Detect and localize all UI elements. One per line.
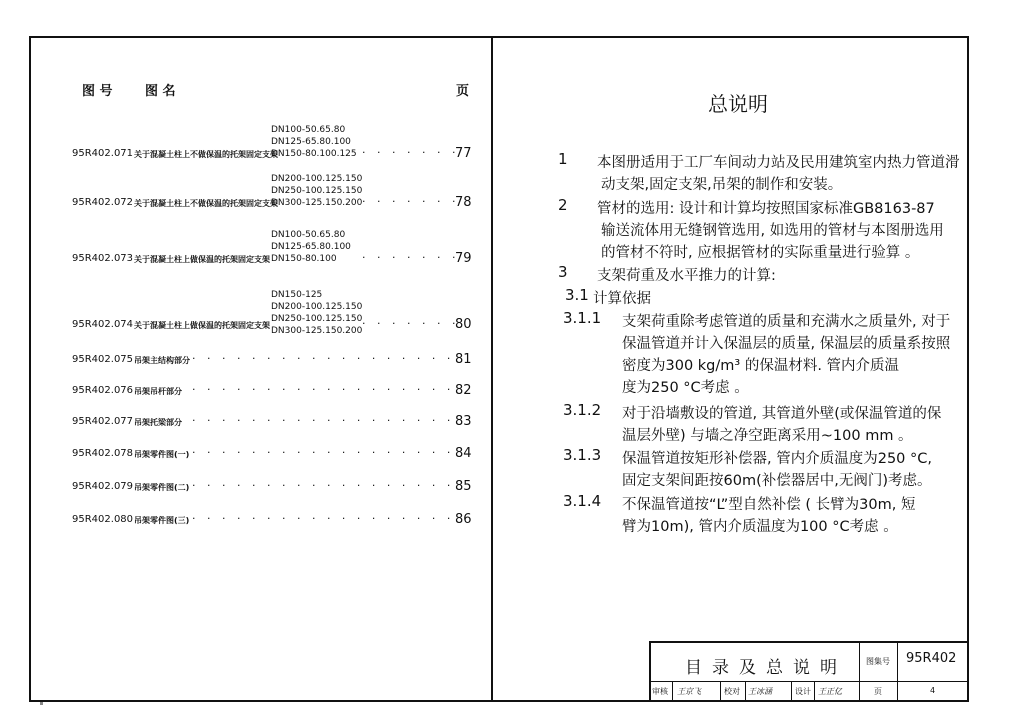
note-number: 1 bbox=[558, 150, 568, 168]
note-number: 3.1.2 bbox=[563, 401, 602, 419]
leader-dots: · · · · · · · bbox=[362, 317, 460, 330]
drawing-spec: DN125-65.80.100 bbox=[271, 242, 351, 252]
tb-row-line bbox=[649, 681, 969, 682]
page-ref: 80 bbox=[455, 317, 472, 332]
drawing-spec: DN150-80.100.125 bbox=[271, 149, 357, 159]
page-ref: 78 bbox=[455, 195, 472, 210]
title-block-title: 目录及总说明 bbox=[685, 658, 847, 678]
note-line: 支架荷重及水平推力的计算: bbox=[597, 268, 776, 284]
page-ref: 84 bbox=[455, 446, 472, 461]
leader-dots: · · · · · · · · · · · · · · · · · · bbox=[192, 512, 455, 525]
note-line: 固定支架间距按60m(补偿器居中,无阀门)考虑。 bbox=[622, 473, 932, 489]
review-signature: 王京飞 bbox=[677, 687, 701, 696]
note-number: 3 bbox=[558, 263, 568, 281]
leader-dots: · · · · · · · · · · · · · · · · · · bbox=[192, 352, 455, 365]
drawing-name: 吊架零件图(一) bbox=[134, 450, 190, 459]
review-label: 审核 bbox=[652, 687, 668, 696]
note-number: 3.1 bbox=[565, 286, 589, 304]
note-line: 臂为10m), 管内介质温度为100 °C考虑 。 bbox=[622, 519, 898, 535]
drawing-spec: DN150-80.100 bbox=[271, 254, 337, 264]
drawing-name: 吊架托梁部分 bbox=[134, 418, 182, 427]
note-line: 温层外壁) 与墙之净空距离采用~100 mm 。 bbox=[622, 428, 913, 444]
drawing-spec: DN300-125.150.200 bbox=[271, 198, 363, 208]
page-ref: 82 bbox=[455, 383, 472, 398]
leader-dots: · · · · · · · · · · · · · · · · · · bbox=[192, 383, 455, 396]
page-ref: 77 bbox=[455, 146, 472, 161]
check-label: 校对 bbox=[724, 687, 740, 696]
drawing-code: 95R402.078 bbox=[72, 448, 134, 459]
tb-col-line bbox=[859, 641, 860, 702]
page-label: 页 bbox=[874, 687, 882, 696]
header-title: 图 名 bbox=[145, 84, 176, 99]
sheet-divider bbox=[491, 36, 493, 702]
tb-cell-line bbox=[814, 682, 815, 702]
page-ref: 83 bbox=[455, 414, 472, 429]
notes-title: 总说明 bbox=[708, 92, 768, 116]
leader-dots: · · · · · · · bbox=[362, 146, 460, 159]
note-number: 2 bbox=[558, 196, 568, 214]
drawing-name: 关于混凝土柱上做保温的托架固定支架 bbox=[134, 255, 270, 264]
note-line: 密度为300 kg/m³ 的保温材料. 管内介质温 bbox=[622, 358, 900, 374]
page-ref: 86 bbox=[455, 512, 472, 527]
note-line: 输送流体用无缝钢管选用, 如选用的管材与本图册选用 bbox=[601, 223, 944, 239]
note-line: 计算依据 bbox=[593, 291, 651, 307]
drawing-code: 95R402.080 bbox=[72, 514, 134, 525]
note-line: 度为250 °C考虑 。 bbox=[622, 380, 749, 396]
design-signature: 王正亿 bbox=[818, 687, 842, 696]
tb-cell-line bbox=[720, 682, 721, 702]
tb-col-line-2 bbox=[897, 641, 898, 702]
drawing-spec: DN125-65.80.100 bbox=[271, 137, 351, 147]
drawing-spec: DN100-50.65.80 bbox=[271, 230, 346, 240]
page-ref: 85 bbox=[455, 479, 472, 494]
design-label: 设计 bbox=[795, 687, 811, 696]
note-line: 不保温管道按“L”型自然补偿 ( 长臂为30m, 短 bbox=[622, 497, 916, 513]
drawing-spec: DN150-125 bbox=[271, 290, 323, 300]
leader-dots: · · · · · · · · · · · · · · · · · · bbox=[192, 446, 455, 459]
note-number: 3.1.4 bbox=[563, 492, 602, 510]
drawing-spec: DN250-100.125.150 bbox=[271, 314, 363, 324]
drawing-spec: DN200-100.125.150 bbox=[271, 302, 363, 312]
drawing-name: 吊架吊杆部分 bbox=[134, 387, 182, 396]
drawing-name: 关于混凝土柱上不做保温的托架固定支架 bbox=[134, 150, 278, 159]
leader-dots: · · · · · · · bbox=[362, 251, 460, 264]
drawing-code: 95R402.071 bbox=[72, 148, 134, 159]
drawing-code: 95R402.076 bbox=[72, 385, 134, 396]
page-ref: 81 bbox=[455, 352, 472, 367]
note-line: 保温管道并计入保温层的质量, 保温层的质量系按照 bbox=[622, 336, 951, 352]
drawing-spec: DN200-100.125.150 bbox=[271, 174, 363, 184]
header-number: 图 号 bbox=[82, 84, 113, 99]
drawing-name: 关于混凝土柱上做保温的托架固定支架 bbox=[134, 321, 270, 330]
drawing-spec: DN300-125.150.200 bbox=[271, 326, 363, 336]
drawing-code: 95R402.073 bbox=[72, 253, 134, 264]
drawing-spec: DN250-100.125.150 bbox=[271, 186, 363, 196]
note-line: 本图册适用于工厂车间动力站及民用建筑室内热力管道滑 bbox=[597, 155, 960, 171]
tb-cell-line bbox=[672, 682, 673, 702]
tb-cell-line bbox=[791, 682, 792, 702]
note-line: 的管材不符时, 应根据管材的实际重量进行验算 。 bbox=[601, 245, 920, 261]
header-page: 页 bbox=[456, 84, 470, 99]
drawing-name: 吊架零件图(三) bbox=[134, 516, 190, 525]
drawing-code: 95R402.077 bbox=[72, 416, 134, 427]
drawing-code: 95R402.079 bbox=[72, 481, 134, 492]
drawing-code: 95R402.072 bbox=[72, 197, 134, 208]
note-line: 支架荷重除考虑管道的质量和充满水之质量外, 对于 bbox=[622, 314, 951, 330]
page-number: 4 bbox=[930, 686, 936, 695]
drawing-spec: DN100-50.65.80 bbox=[271, 125, 346, 135]
note-number: 3.1.1 bbox=[563, 309, 602, 327]
note-number: 3.1.3 bbox=[563, 446, 602, 464]
drawing-code: 95R402.075 bbox=[72, 354, 134, 365]
leader-dots: · · · · · · · · · · · · · · · · · · bbox=[192, 414, 455, 427]
note-line: 管材的选用: 设计和计算均按照国家标准GB8163-87 bbox=[597, 201, 935, 217]
leader-dots: · · · · · · · · · · · · · · · · · · bbox=[192, 479, 455, 492]
check-signature: 王冰涵 bbox=[748, 687, 772, 696]
scan-speck bbox=[40, 702, 43, 705]
note-line: 保温管道按矩形补偿器, 管内介质温度为250 °C, bbox=[622, 451, 932, 467]
leader-dots: · · · · · · · bbox=[362, 195, 460, 208]
tb-cell-line bbox=[745, 682, 746, 702]
note-line: 对于沿墙敷设的管道, 其管道外壁(或保温管道的保 bbox=[622, 406, 942, 422]
note-line: 动支架,固定支架,吊架的制作和安装。 bbox=[601, 177, 843, 193]
drawing-name: 吊架零件图(二) bbox=[134, 483, 190, 492]
drawing-code: 95R402.074 bbox=[72, 319, 134, 330]
drawing-name: 关于混凝土柱上不做保温的托架固定支架 bbox=[134, 199, 278, 208]
atlas-number: 95R402 bbox=[906, 651, 957, 666]
atlas-label: 图集号 bbox=[866, 657, 890, 666]
drawing-name: 吊架主结构部分 bbox=[134, 356, 190, 365]
page-ref: 79 bbox=[455, 251, 472, 266]
